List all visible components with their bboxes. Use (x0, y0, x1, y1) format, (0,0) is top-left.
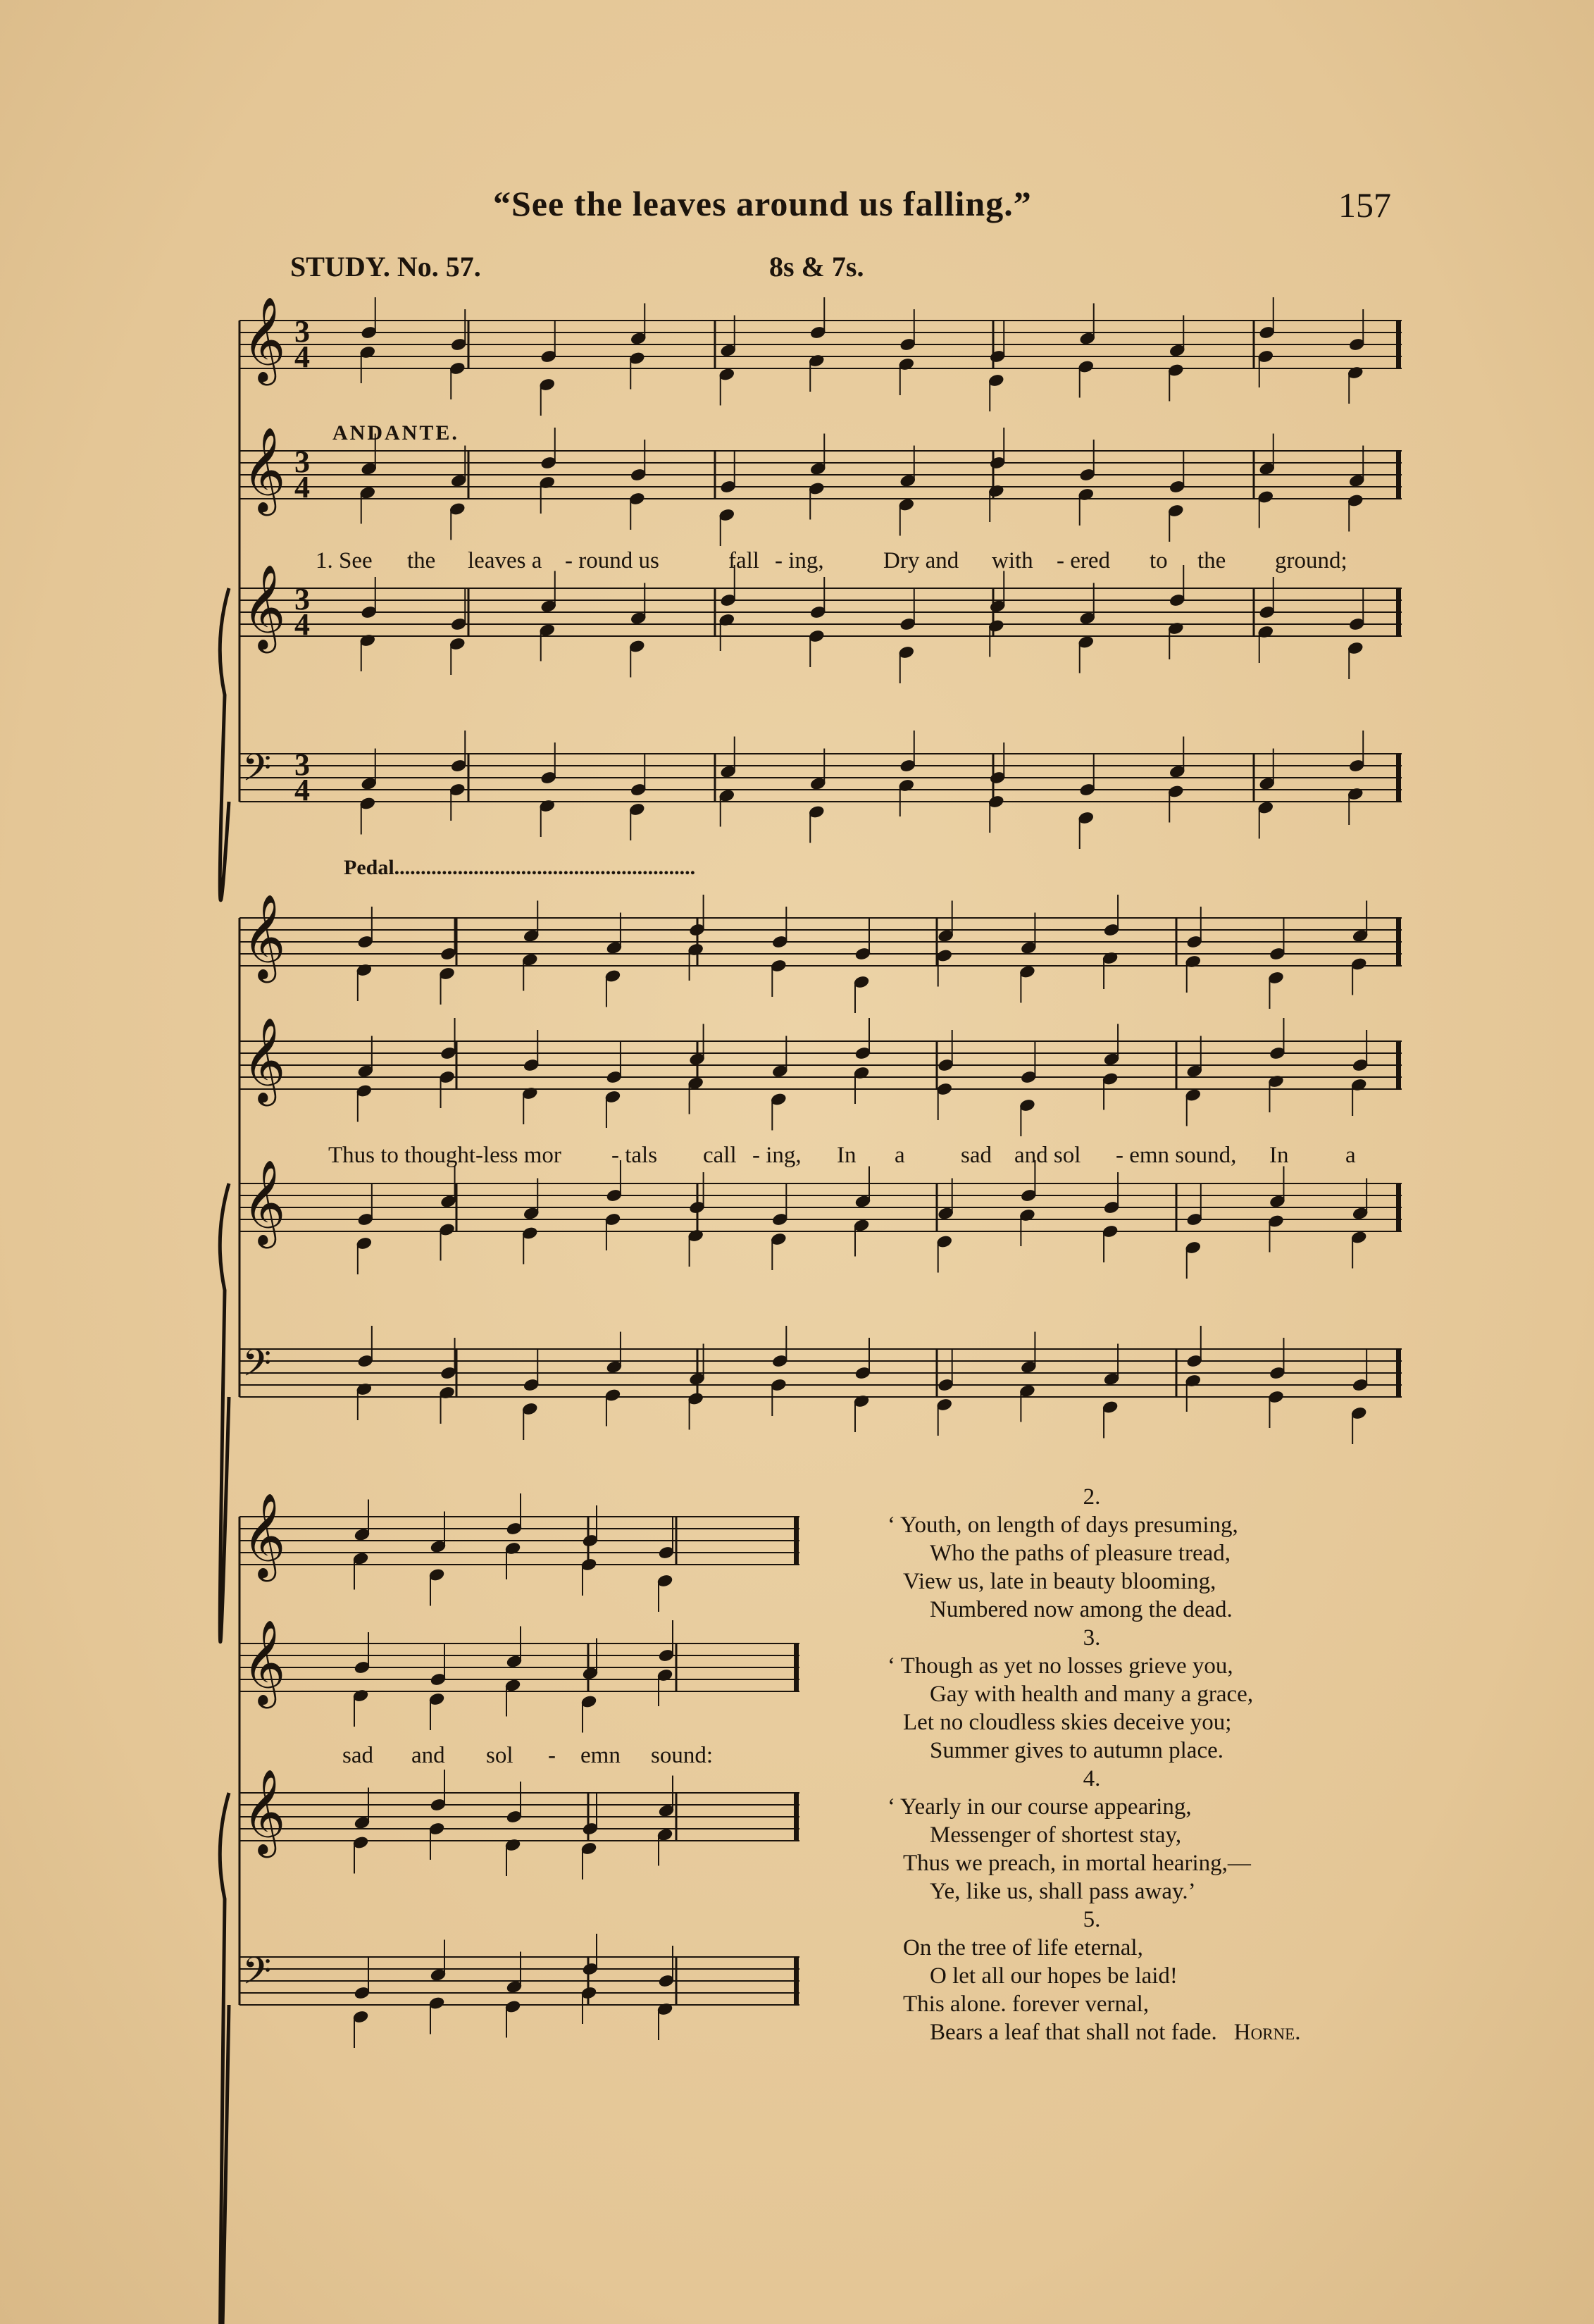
verse-line: ‘ Youth, on length of days presuming, (888, 1512, 1238, 1538)
verse-line: Ye, like us, shall pass away.’ (930, 1879, 1196, 1904)
lyric-syllable: a (1345, 1143, 1356, 1168)
verse-line: Bears a leaf that shall not fade. Horne. (930, 2020, 1301, 2045)
final-bar (1396, 1183, 1401, 1231)
lyric-syllable: sad (961, 1143, 992, 1168)
verse-line: Summer gives to autumn place. (930, 1738, 1223, 1763)
verse-line: View us, late in beauty blooming, (903, 1569, 1216, 1594)
lyric-syllable: leaves a (468, 548, 542, 573)
lyric-syllable: call (703, 1143, 737, 1168)
final-bar (1396, 754, 1401, 802)
additional-verses (888, 1483, 1465, 2046)
final-bar (1396, 321, 1401, 368)
verse-line: Thus we preach, in mortal hearing,— (903, 1851, 1251, 1876)
lyric-syllable: - ered (1057, 548, 1111, 573)
treble-clef: 𝄞 (242, 1017, 286, 1102)
verse-4 (888, 1765, 1465, 1906)
final-bar (794, 1793, 799, 1841)
verse-line: Gay with health and many a grace, (930, 1682, 1254, 1707)
lyric-syllable: 1. See (316, 548, 373, 573)
lyric-syllable: sound: (651, 1743, 714, 1768)
verse-number: 5. (1083, 1907, 1101, 1932)
verse-line: Numbered now among the dead. (930, 1597, 1233, 1622)
brace (220, 1183, 229, 1642)
verse-number: 2. (1083, 1484, 1101, 1510)
verse-line: Who the paths of pleasure tread, (930, 1541, 1231, 1566)
verse-line: This alone. forever vernal, (903, 1991, 1150, 2017)
final-bar (794, 1643, 799, 1691)
hymn-title: “See the leaves around us falling.” (493, 184, 1032, 223)
lyric-syllable: Dry and (883, 548, 959, 573)
lyric-syllable: ground; (1275, 548, 1347, 573)
lyric-syllable: sol (486, 1743, 513, 1768)
treble-clef: 𝄞 (242, 1492, 286, 1578)
verse-number: 3. (1083, 1625, 1101, 1651)
lyric-syllable: the (1197, 548, 1226, 573)
treble-clef: 𝄞 (242, 296, 286, 382)
lyric-syllable: emn (580, 1743, 621, 1768)
verse-5 (888, 1906, 1465, 2046)
verse-number: 4. (1083, 1766, 1101, 1791)
final-bar (1396, 1349, 1401, 1397)
time-signature: 3 (294, 445, 310, 479)
bass-clef: 𝄢 (242, 1950, 272, 2002)
bass-clef: 𝄢 (242, 1342, 272, 1394)
pedal-marking: Pedal......................................................... (344, 856, 696, 879)
final-bar (794, 1517, 799, 1565)
page-number: 157 (1338, 185, 1391, 225)
lyric-syllable: - tals (611, 1143, 658, 1168)
treble-clef: 𝄞 (242, 564, 286, 650)
meter-label: 8s & 7s. (769, 251, 864, 282)
final-bar (1396, 918, 1401, 966)
lyric-syllable: fall (728, 548, 759, 573)
lyric-syllable: a (895, 1143, 905, 1168)
lyric-syllable: Thus to thought-less mor (328, 1143, 561, 1168)
time-signature: 4 (294, 773, 310, 807)
brace (220, 1793, 229, 2324)
lyric-syllable: with (992, 548, 1033, 573)
lyric-syllable: - (548, 1743, 556, 1768)
final-bar (1396, 451, 1401, 499)
treble-clef: 𝄞 (242, 1159, 286, 1245)
lyric-syllable: to (1150, 548, 1168, 573)
treble-clef: 𝄞 (242, 426, 286, 512)
lyric-syllable: - ing, (775, 548, 824, 573)
lyric-syllable: In (837, 1143, 857, 1168)
lyric-syllable: and (411, 1743, 445, 1768)
study-number: STUDY. No. 57. (290, 251, 481, 282)
final-bar (1396, 1041, 1401, 1089)
time-signature: 4 (294, 607, 310, 642)
tempo-marking: ANDANTE. (332, 421, 459, 445)
verse-line: O let all our hopes be laid! (930, 1963, 1178, 1989)
lyric-syllable: the (407, 548, 436, 573)
verse-3 (888, 1624, 1465, 1765)
verse-line: ‘ Though as yet no losses grieve you, (888, 1653, 1233, 1679)
lyric-syllable: - round us (565, 548, 659, 573)
time-signature: 3 (294, 582, 310, 616)
verse-line: ‘ Yearly in our course appearing, (888, 1794, 1192, 1820)
lyric-syllable: and sol (1014, 1143, 1081, 1168)
lyric-syllable: - ing, (752, 1143, 802, 1168)
final-bar (1396, 588, 1401, 636)
lyric-syllable: sad (342, 1743, 373, 1768)
verse-line: Let no cloudless skies deceive you; (903, 1710, 1232, 1735)
time-signature: 4 (294, 470, 310, 504)
lyric-syllable: - emn sound, (1116, 1143, 1237, 1168)
hymn-author: Horne. (1233, 2020, 1301, 2045)
treble-clef: 𝄞 (242, 893, 286, 979)
bass-clef: 𝄢 (242, 747, 272, 799)
lyric-syllable: In (1269, 1143, 1289, 1168)
treble-clef: 𝄞 (242, 1768, 286, 1854)
verse-line: Messenger of shortest stay, (930, 1822, 1182, 1848)
time-signature: 3 (294, 747, 310, 782)
verse-line: On the tree of life eternal, (903, 1935, 1143, 1961)
treble-clef: 𝄞 (242, 1619, 286, 1705)
verse-2 (888, 1483, 1465, 1624)
time-signature: 4 (294, 340, 310, 374)
time-signature: 3 (294, 314, 310, 349)
final-bar (794, 1957, 799, 2005)
brace (220, 588, 229, 900)
